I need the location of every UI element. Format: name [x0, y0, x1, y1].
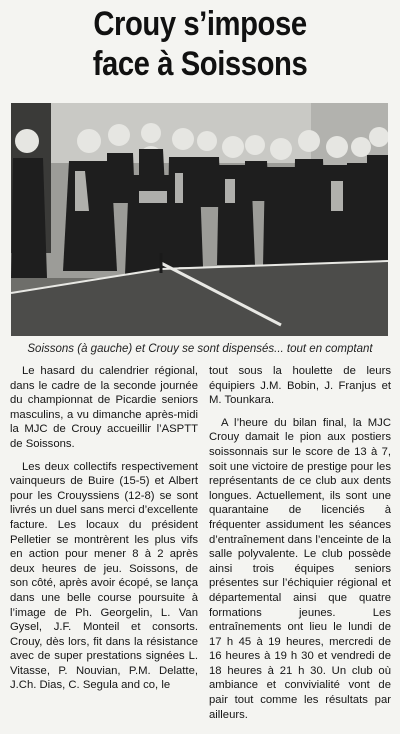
article-column-right — [209, 364, 391, 722]
headline-line-2: face à Soissons — [92, 45, 308, 83]
paragraph: Les deux collectifs respectivement vainqueurs de Buire (15-5) et Albert pour les Crouyssiens (12-8) se sont livrés un duel sans merci d’excellente facture. Les locaux du président Pelletier se montrèrent les plus vifs en action pour mener 8 à 2 après deux heures de jeu. Soissons, de son côté, après avoir écopé, se lança dans une belle course poursuite à l’image de Ph. Georgelin, L. Van Gysel, J.F. Monteil et consorts. Crouy, dès lors, fit dans la résistance avec de super prestations signées L. Vitasse, P. Nouvian, P.M. Delatte, J.Ch. Dias, C. Segula and co, le — [10, 460, 198, 692]
paragraph: A l’heure du bilan final, la MJC Crouy damait le pion aux postiers soissonnais sur le score de 13 à 7, soit une victoire de prestige pour les représentants de ce club aux dents longues. Actuellement, ils sont une quarantaine de licenciés à fréquenter assidument les séances d’entraînement dans l’enceinte de la salle polyvalente. Le club possède ainsi trois équipes seniors présentes sur l’échiquier régional et départemental ainsi que quatre formations jeunes. Les entraînements ont lieu le lundi de 17 h 45 à 19 heures, mercredi de 16 heures à 19 h 30 et vendredi de 18 heures à 21 h 30. Un club où ambiance et convivialité vont de pair tout comme les résultats par ailleurs. — [209, 416, 391, 721]
paragraph: tout sous la houlette de leurs équipiers J.M. Bobin, J. Franjus et M. Tounkara. — [209, 365, 391, 407]
photo-caption: Soissons (à gauche) et Crouy se sont dispensés... tout en comptant — [27, 343, 373, 355]
team-photo — [11, 103, 388, 336]
headline — [28, 4, 372, 84]
article-column-left — [10, 364, 198, 693]
paragraph: Le hasard du calendrier régional, dans le cadre de la seconde journée du championnat de Picardie seniors masculins, a vu dimanche après-midi la MJC de Crouy accueillir l’ASPTT de Soissons. — [10, 365, 198, 450]
headline-line-1: Crouy s’impose — [93, 5, 307, 43]
